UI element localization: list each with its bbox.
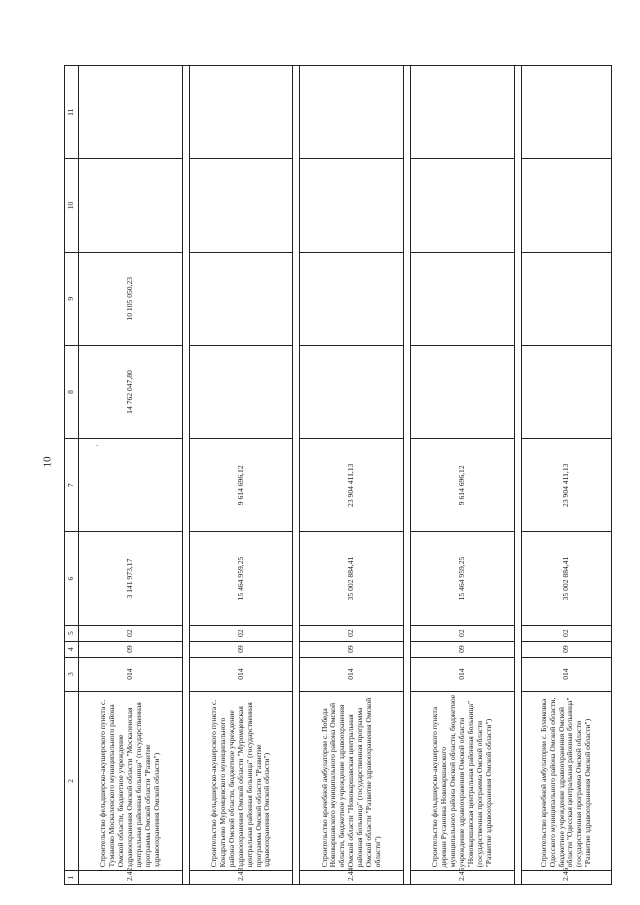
object-name: Строительство фельдшерско-акушерского пункта с. Кондратьево Муромцевского муниципального района Омской области, бюджетное учреждение здравоохранения Омской области "Муромцевская центральная районная больница" (государственная программа Омской области "Развитие здравоохранения Омской области") <box>189 691 293 871</box>
budget-table <box>64 65 612 885</box>
amount-col-11 <box>189 66 293 159</box>
amount-col-6: 3 141 973,17 <box>79 532 183 625</box>
code-ministry: 014 <box>300 657 404 691</box>
code-section: 09 <box>189 641 293 657</box>
object-name: Строительство фельдшерско-акушерского пункта с. Туманово Москаленского муниципального района Омской области, бюджетное учреждение здравоохранения Омской области "Москаленская центральная районная больница" (государственная программа Омской области "Развитие здравоохранения Омской области") <box>79 691 183 871</box>
header-cell-10: 10 <box>65 159 79 252</box>
code-section: 09 <box>411 641 515 657</box>
amount-col-7: 23 904 411,13 <box>300 439 404 532</box>
code-ministry: 014 <box>189 657 293 691</box>
code-subsection: 02 <box>189 625 293 641</box>
object-name: Строительство врачебной амбулатории с. Буняковка Одесского муниципального района Омской области, бюджетное учреждение здравоохранения Омской области "Одесская центральная районная больница" (государственная программа Омской области "Развитие здравоохранения Омской области") <box>521 691 611 871</box>
header-cell-3: 3 <box>65 657 79 691</box>
amount-col-10 <box>300 159 404 252</box>
row-gap <box>514 66 521 885</box>
code-ministry: 014 <box>521 657 611 691</box>
header-cell-8: 8 <box>65 345 79 438</box>
amount-col-10 <box>79 159 183 252</box>
amount-col-11 <box>300 66 404 159</box>
code-section: 09 <box>79 641 183 657</box>
amount-col-7 <box>79 439 183 532</box>
row-gap <box>293 66 300 885</box>
header-cell-5: 5 <box>65 625 79 641</box>
amount-col-11 <box>521 66 611 159</box>
code-subsection: 02 <box>411 625 515 641</box>
code-ministry: 014 <box>79 657 183 691</box>
row-index: 2.46 <box>521 871 611 885</box>
code-subsection: 02 <box>521 625 611 641</box>
amount-col-8 <box>411 345 515 438</box>
table-row <box>79 66 183 885</box>
amount-col-8 <box>189 345 293 438</box>
row-gap <box>182 66 189 885</box>
code-section: 09 <box>521 641 611 657</box>
amount-col-6: 35 002 884,41 <box>521 532 611 625</box>
amount-col-7: 9 614 696,12 <box>189 439 293 532</box>
table-row <box>189 66 293 885</box>
amount-col-7: 23 904 411,13 <box>521 439 611 532</box>
amount-col-8 <box>300 345 404 438</box>
row-index: 2.45 <box>411 871 515 885</box>
object-name: Строительство врачебной амбулатории с. Победа Нововаршавского муниципального района Омской области, бюджетное учреждение здравоохранения Омской области "Нововаршавская центральная районная больница" (государственная программа Омской области "Развитие здравоохранения Омской области") <box>300 691 404 871</box>
table-row <box>300 66 404 885</box>
header-cell-6: 6 <box>65 532 79 625</box>
header-cell-1: 1 <box>65 871 79 885</box>
code-subsection: 02 <box>79 625 183 641</box>
amount-col-11 <box>79 66 183 159</box>
header-cell-4: 4 <box>65 641 79 657</box>
code-section: 09 <box>300 641 404 657</box>
amount-col-9 <box>521 252 611 345</box>
header-row <box>65 66 79 885</box>
amount-col-9 <box>189 252 293 345</box>
amount-col-10 <box>521 159 611 252</box>
header-cell-9: 9 <box>65 252 79 345</box>
amount-col-6: 15 464 959,25 <box>411 532 515 625</box>
table-row <box>521 66 611 885</box>
amount-col-7: 9 614 696,12 <box>411 439 515 532</box>
row-gap <box>404 66 411 885</box>
object-name: Строительство фельдшерско-акушерского пункта деревни Русановка Нововаршавского муниципального района Омской области, бюджетное учреждение здравоохранения Омской области "Нововаршавская центральная районная больница" (государственная программа Омской области "Развитие здравоохранения Омской области") <box>411 691 515 871</box>
page-number: 10 <box>41 456 54 468</box>
amount-col-11 <box>411 66 515 159</box>
amount-col-8 <box>521 345 611 438</box>
table-row <box>411 66 515 885</box>
code-subsection: 02 <box>300 625 404 641</box>
amount-col-10 <box>411 159 515 252</box>
rotated-table-container <box>64 65 612 885</box>
row-index: 2.42 <box>79 871 183 885</box>
header-cell-2: 2 <box>65 691 79 871</box>
scan-dot: . <box>96 438 99 448</box>
row-index: 2.43 <box>189 871 293 885</box>
amount-col-6: 15 464 959,25 <box>189 532 293 625</box>
header-cell-7: 7 <box>65 439 79 532</box>
header-cell-11: 11 <box>65 66 79 159</box>
amount-col-8: 14 762 047,80 <box>79 345 183 438</box>
amount-col-6: 35 002 884,41 <box>300 532 404 625</box>
amount-col-9 <box>411 252 515 345</box>
amount-col-9: 10 105 050,23 <box>79 252 183 345</box>
code-ministry: 014 <box>411 657 515 691</box>
row-index: 2.44 <box>300 871 404 885</box>
amount-col-10 <box>189 159 293 252</box>
amount-col-9 <box>300 252 404 345</box>
